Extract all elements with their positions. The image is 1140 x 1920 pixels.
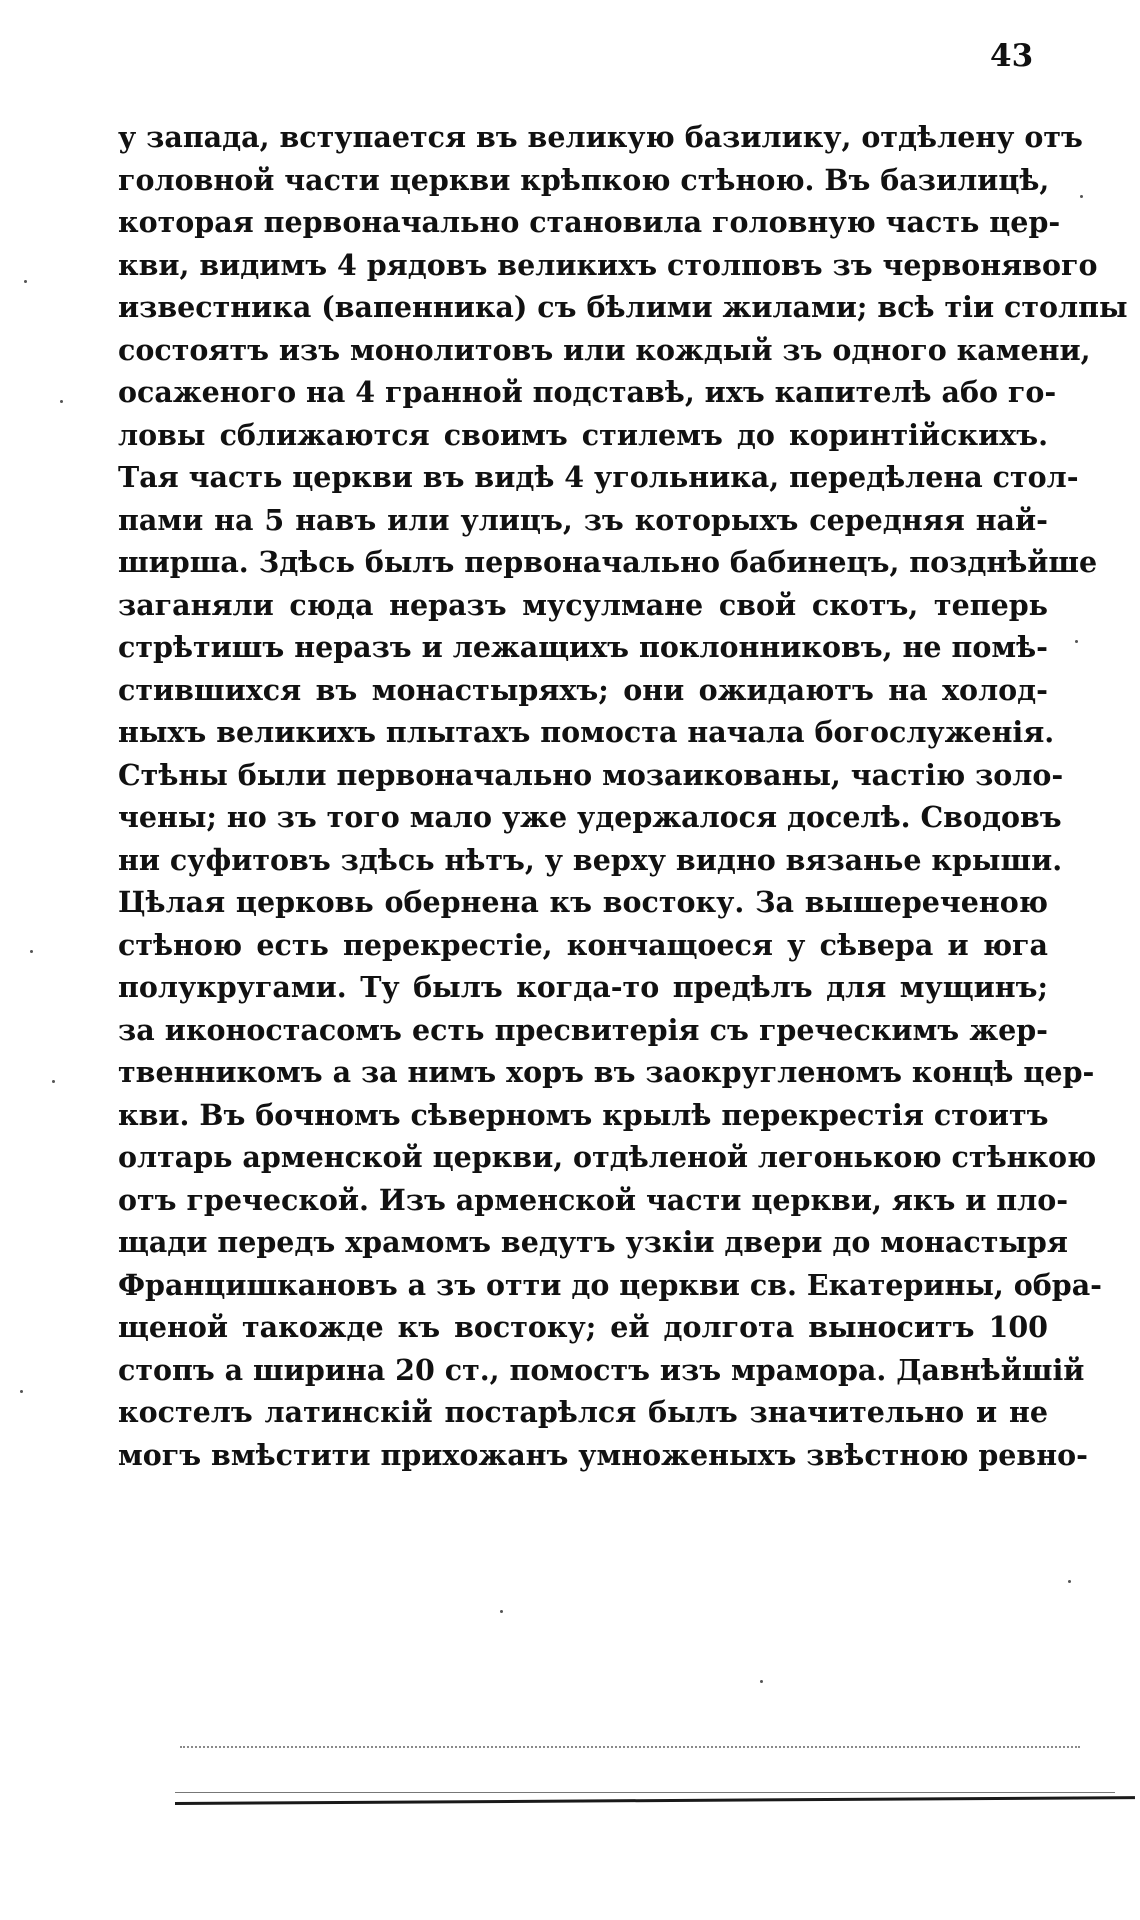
text-line: могъ вмѣстити прихожанъ умноженыхъ звѣстною ревно- bbox=[118, 1437, 1088, 1472]
text-line: чены; но зъ того мало уже удержалося доселѣ. Сводовъ bbox=[118, 800, 1062, 834]
text-line: Стѣны были первоначально мозаикованы, частію золо- bbox=[118, 757, 1064, 792]
text-line: стѣною есть перекрестіе, кончащоеся у сѣвера и юга bbox=[118, 927, 1048, 962]
scan-speck bbox=[760, 1680, 763, 1683]
text-line: кви. Въ бочномъ сѣверномъ крылѣ перекрестія стоитъ bbox=[118, 1097, 1049, 1132]
text-line: стопъ а ширина 20 ст., помостъ изъ мрамора. Давнѣйшій bbox=[118, 1352, 1085, 1387]
text-line: за иконостасомъ есть пресвитерія съ греческимъ жер- bbox=[118, 1012, 1048, 1047]
text-line: полукругами. Ту былъ когда-то предѣлъ для мущинъ; bbox=[118, 970, 1048, 1004]
text-line: ни суфитовъ здѣсь нѣтъ, у верху видно вязанье крыши. bbox=[118, 842, 1063, 877]
text-line: костелъ латинскій постарѣлся былъ значительно и не bbox=[118, 1395, 1048, 1429]
text-line: у запада, вступается въ великую базилику, отдѣлену отъ bbox=[118, 120, 1083, 154]
text-line: твенникомъ а за нимъ хоръ въ заокругленомъ концѣ цер- bbox=[118, 1055, 1095, 1089]
text-line: осаженого на 4 гранной подставѣ, ихъ капителѣ або го- bbox=[118, 375, 1057, 409]
text-line: щеной такожде къ востоку; ей долгота выноситъ 100 bbox=[118, 1310, 1048, 1344]
text-line: заганяли сюда неразъ мусулмане свой скотъ, теперь bbox=[118, 587, 1048, 622]
page-number: 43 bbox=[990, 38, 1034, 74]
text-line: Тая часть церкви въ видѣ 4 угольника, передѣлена стол- bbox=[118, 460, 1079, 494]
scan-speck bbox=[500, 1610, 503, 1613]
scan-speck bbox=[24, 280, 27, 283]
body-text bbox=[118, 116, 1128, 1476]
scan-speck bbox=[52, 1080, 55, 1083]
text-line: ныхъ великихъ плытахъ помоста начала богослуженія. bbox=[118, 715, 1055, 749]
text-line: которая первоначально становила головную часть цер- bbox=[118, 205, 1061, 239]
footer-rule bbox=[175, 1796, 1135, 1805]
text-line: головной части церкви крѣпкою стѣною. Въ базилицѣ, bbox=[118, 162, 1050, 197]
text-line: известника (вапенника) съ бѣлими жилами; всѣ тіи столпы bbox=[118, 290, 1128, 324]
scan-speck bbox=[60, 400, 63, 403]
scan-speck bbox=[30, 950, 33, 953]
text-line: пами на 5 навъ или улицъ, зъ которыхъ середняя най- bbox=[118, 502, 1048, 537]
text-line: стрѣтишъ неразъ и лежащихъ поклонниковъ, не помѣ- bbox=[118, 630, 1048, 664]
scan-speck bbox=[1075, 640, 1078, 643]
text-line: щади передъ храмомъ ведутъ узкіи двери до монастыря bbox=[118, 1225, 1068, 1259]
text-line: кви, видимъ 4 рядовъ великихъ столповъ зъ червонявого bbox=[118, 247, 1098, 282]
text-line: олтарь арменской церкви, отдѣленой легонькою стѣнкою bbox=[118, 1140, 1097, 1174]
text-line: состоятъ изъ монолитовъ или кождый зъ одного камени, bbox=[118, 332, 1091, 367]
scan-dotted-mark bbox=[180, 1746, 1080, 1750]
text-line: стившихся въ монастыряхъ; они ожидаютъ на холод- bbox=[118, 672, 1048, 707]
text-line: Цѣлая церковь обернена къ востоку. За вышереченою bbox=[118, 885, 1048, 919]
footer-rule-thin bbox=[175, 1792, 1115, 1793]
text-line: ловы сближаются своимъ стилемъ до коринтійскихъ. bbox=[118, 417, 1048, 452]
scan-speck bbox=[1080, 195, 1083, 198]
text-line: ширша. Здѣсь былъ первоначально бабинецъ, позднѣйше bbox=[118, 545, 1098, 579]
text-line: Францишкановъ а зъ отти до церкви св. Екатерины, обра- bbox=[118, 1267, 1103, 1302]
scan-speck bbox=[1068, 1580, 1071, 1583]
scan-speck bbox=[20, 1390, 23, 1393]
text-line: отъ греческой. Изъ арменской части церкви, якъ и пло- bbox=[118, 1182, 1069, 1217]
